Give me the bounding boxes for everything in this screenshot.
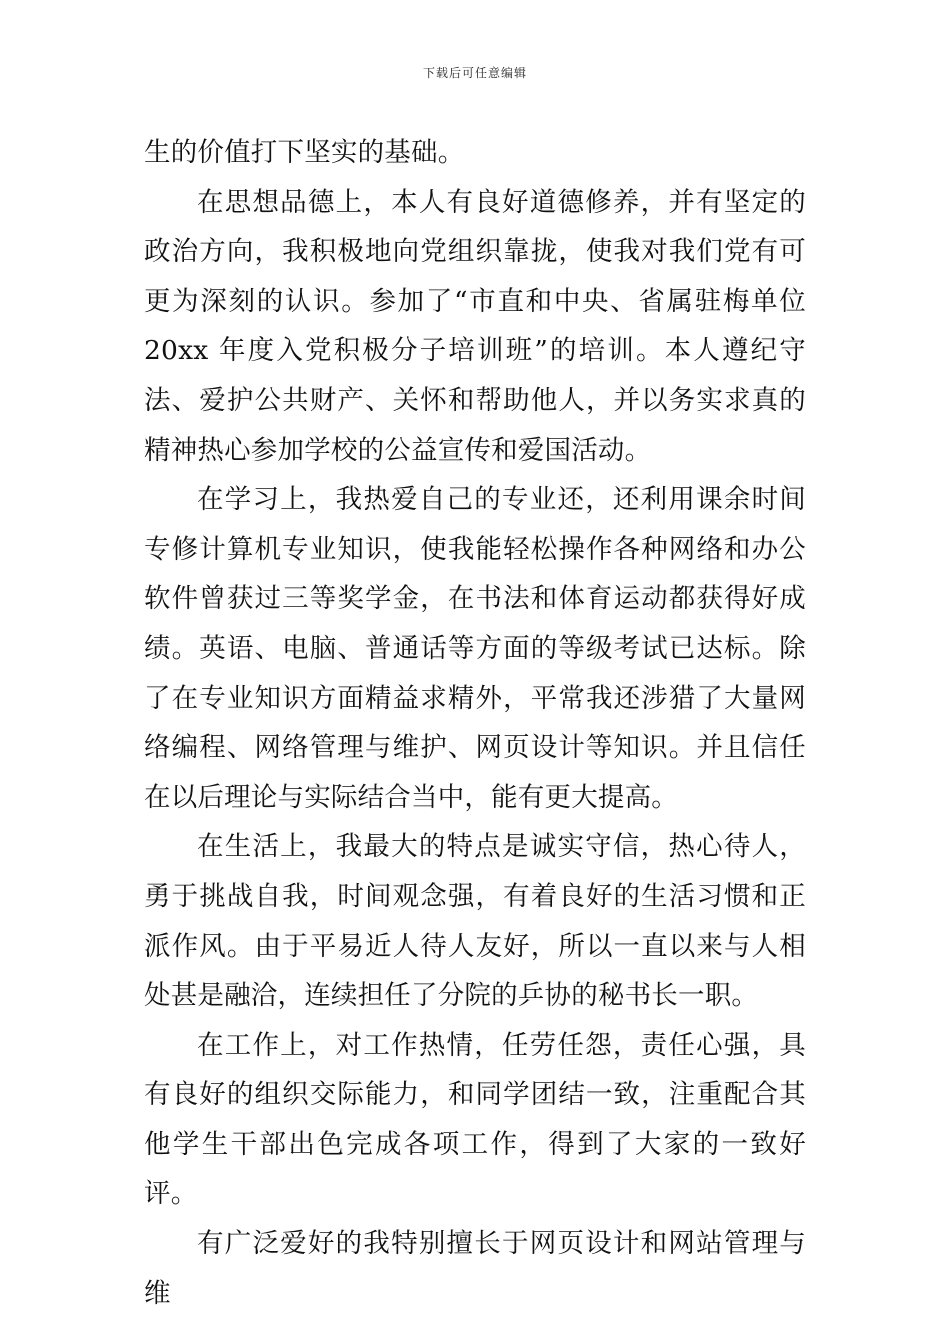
page-header-note: 下载后可任意编辑 <box>422 66 527 80</box>
paragraph-life: 在生活上，我最大的特点是诚实守信，热心待人，勇于挑战自我，时间观念强，有着良好的生活习惯和正派作风。由于平易近人待人友好，所以一直以来与人相处甚是融洽，连续担任了分院的乒协的秘书长一职。 <box>144 831 806 1012</box>
paragraph-continuation: 生的价值打下坚实的基础。 <box>144 137 465 168</box>
paragraph-work: 在工作上，对工作热情，任劳任怨，责任心强，具有良好的组织交际能力，和同学团结一致，注重配合其他学生干部出色完成各项工作，得到了大家的一致好评。 <box>144 1029 806 1210</box>
document-body <box>144 128 806 1318</box>
paragraph-hobbies: 有广泛爱好的我特别擅长于网页设计和网站管理与维 <box>144 1228 806 1309</box>
paragraph-study: 在学习上，我热爱自己的专业还，还利用课余时间专修计算机专业知识，使我能轻松操作各种网络和办公软件曾获过三等奖学金，在书法和体育运动都获得好成绩。英语、电脑、普通话等方面的等级考试已达标。除了在专业知识方面精益求精外，平常我还涉猎了大量网络编程、网络管理与维护、网页设计等知识。并且信任在以后理论与实际结合当中，能有更大提高。 <box>144 484 806 813</box>
paragraph-moral-character: 在思想品德上，本人有良好道德修养，并有坚定的政治方向，我积极地向党组织靠拢，使我对我们党有可更为深刻的认识。参加了“市直和中央、省属驻梅单位 20xx 年度入党积极分子培训班”的培训。本人遵纪守法、爱护公共财产、关怀和帮助他人，并以务实求真的精神热心参加学校的公益宣传和爱国活动。 <box>144 186 806 466</box>
